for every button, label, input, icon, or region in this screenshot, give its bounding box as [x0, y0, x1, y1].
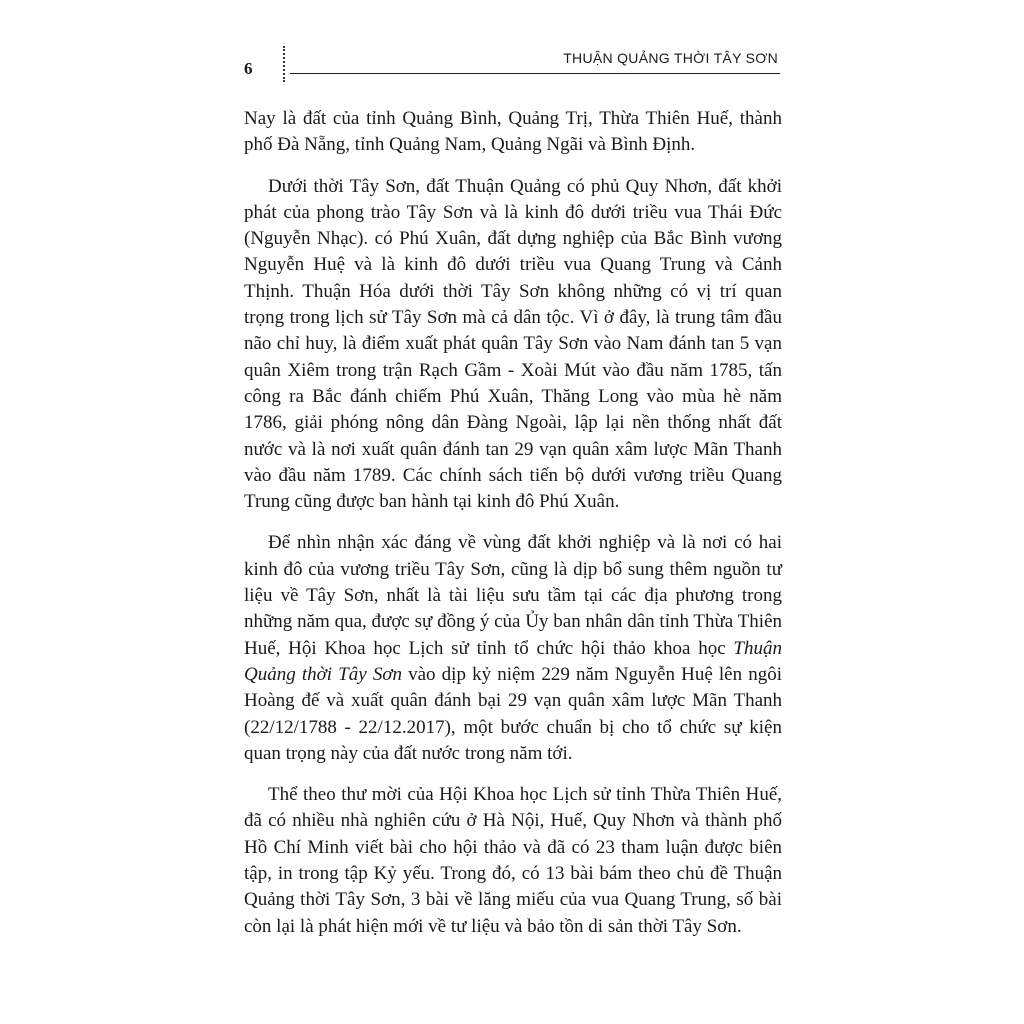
paragraph-3 — [244, 530, 782, 767]
running-title: THUẬN QUẢNG THỜI TÂY SƠN — [563, 50, 778, 66]
paragraph-4: Thể theo thư mời của Hội Khoa học Lịch sử tỉnh Thừa Thiên Huế, đã có nhiều nhà nghiên cứu ở Hà Nội, Huế, Quy Nhơn và thành phố Hồ Chí Minh viết bài cho hội thảo và đã có 23 tham luận được biên tập, in trong tập Kỷ yếu. Trong đó, có 13 bài bám theo chủ đề Thuận Quảng thời Tây Sơn, 3 bài về lăng miếu của vua Quang Trung, số bài còn lại là phát hiện mới về tư liệu và bảo tồn di sản thời Tây Sơn. — [244, 784, 782, 937]
paragraph-3-text-before: Để nhìn nhận xác đáng về vùng đất khởi nghiệp và là nơi có hai kinh đô của vương triều Tây Sơn, cũng là dịp bổ sung thêm nguồn tư liệu về Tây Sơn, nhất là tài liệu sưu tầm tại các địa phương trong những năm qua, được sự đồng ý của Ủy ban nhân dân tỉnh Thừa Thiên Huế, Hội Khoa học Lịch sử tỉnh tổ chức hội thảo khoa học — [244, 532, 782, 659]
header-rule — [290, 73, 780, 74]
conference-title-italic: Thuận Quảng thời Tây Sơn — [244, 637, 782, 685]
header-dotted-divider — [283, 46, 285, 82]
paragraph-3-text-after: vào dịp kỷ niệm 229 năm Nguyễn Huệ lên ngôi Hoàng đế và xuất quân đánh bại 29 vạn quân xâm lược Mãn Thanh (22/12/1788 - 22/12.2017), một bước chuẩn bị cho tổ chức sự kiện quan trọng này của đất nước trong năm tới. — [244, 663, 783, 764]
page-number: 6 — [244, 59, 253, 78]
paragraph-1: Nay là đất của tỉnh Quảng Bình, Quảng Trị, Thừa Thiên Huế, thành phố Đà Nẵng, tỉnh Quảng Nam, Quảng Ngãi và Bình Định. — [244, 108, 782, 156]
paragraph-2: Dưới thời Tây Sơn, đất Thuận Quảng có phủ Quy Nhơn, đất khởi phát của phong trào Tây Sơn và là kinh đô dưới triều vua Thái Đức (Nguyễn Nhạc). có Phú Xuân, đất dựng nghiệp của Bắc Bình vương Nguyễn Huệ và là kinh đô dưới triều vua Quang Trung và Cảnh Thịnh. Thuận Hóa dưới thời Tây Sơn không những có vị trí quan trọng trong lịch sử Tây Sơn mà cả dân tộc. Vì ở đây, là trung tâm đầu não chỉ huy, là điểm xuất phát quân Tây Sơn vào Nam đánh tan 5 vạn quân Xiêm trong trận Rạch Gầm - Xoài Mút vào đầu năm 1785, tấn công ra Bắc đánh chiếm Phú Xuân, Thăng Long vào mùa hè năm 1786, giải phóng nông dân Đàng Ngoài, lập lại nền thống nhất đất nước và là nơi xuất quân đánh tan 29 vạn quân xâm lược Mãn Thanh vào đầu năm 1789. Các chính sách tiến bộ dưới vương triều Quang Trung cũng được ban hành tại kinh đô Phú Xuân. — [244, 175, 782, 513]
body-text — [244, 106, 782, 955]
